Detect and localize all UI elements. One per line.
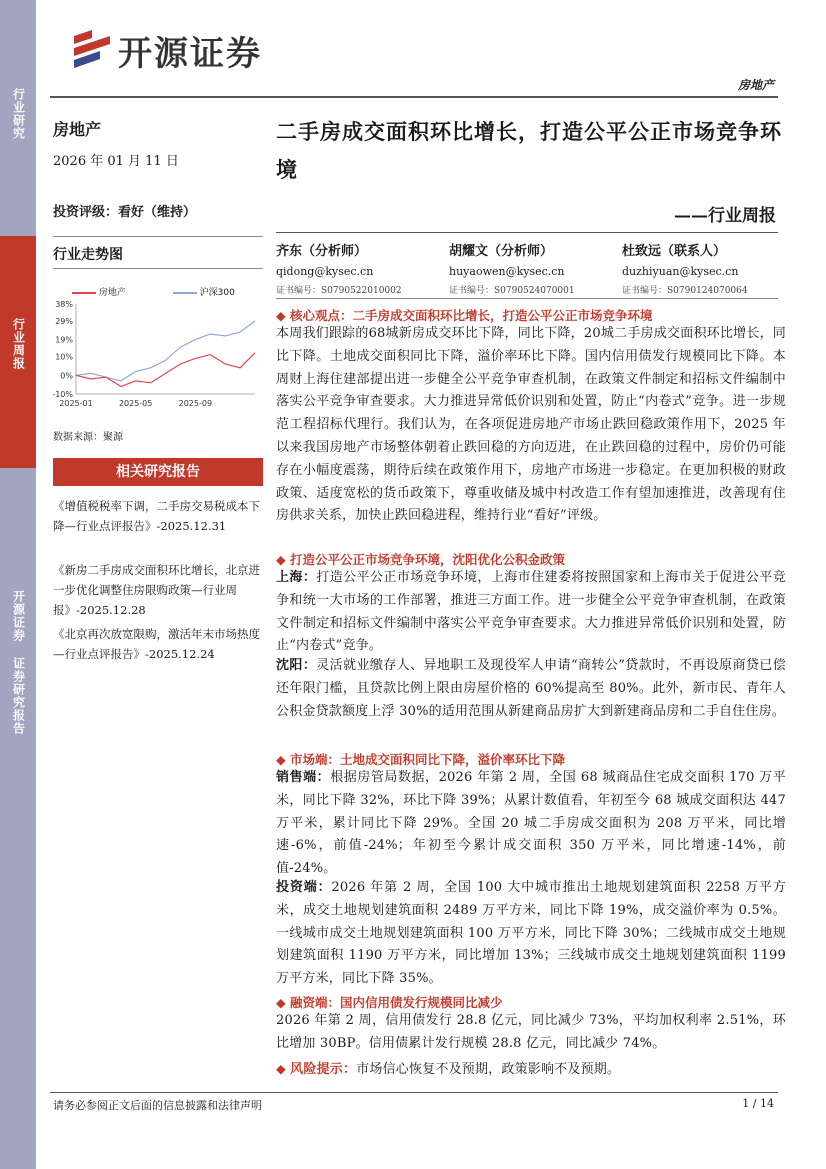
analyst-name: 杜致远（联系人） xyxy=(622,244,727,259)
side-label-research: 行业研究 xyxy=(11,88,26,140)
x-tick-label: 2025-05 xyxy=(118,399,153,408)
investment-rating: 投资评级：看好（维持） xyxy=(53,205,197,220)
analyst-block xyxy=(449,240,575,296)
diamond-bullet-icon: ◆ xyxy=(276,1061,286,1076)
footer-disclaimer[interactable]: 请务必参阅正文后面的信息披露和法律声明 xyxy=(53,1099,262,1112)
legend-swatch-realestate xyxy=(72,292,96,294)
related-report-item[interactable]: 《增值税税率下调，二手房交易税成本下降—行业点评报告》-2025.12.31 xyxy=(53,499,260,533)
side-strip-bottom xyxy=(0,468,36,1169)
brand-logo-icon xyxy=(70,26,114,70)
y-tick-label: 19% xyxy=(55,335,73,345)
analyst-name: 齐东（分析师） xyxy=(276,244,368,259)
legend-label: 沪深300 xyxy=(199,288,235,298)
analyst-email[interactable]: duzhiyuan@kysec.cn xyxy=(622,265,739,278)
analyst-name: 胡耀文（分析师） xyxy=(449,244,554,259)
section-paragraph: 销售端：根据房管局数据，2026 年第 2 周，全国 68 城商品住宅成交面积 170 万平米，同比下降 32%，环比下降 39%；从累计数值看，年初至今 68 城成交面积达 447 万平米，累计同比下降 29%。全国 20 城二手房成交面积为 208 万平米，同比增速-6%，前值-24%；年初至今累计成交面积 350 万平米，同比增速-14%，前值-24%。 xyxy=(276,770,786,877)
footer-rule xyxy=(50,1092,778,1093)
trend-chart-title: 行业走势图 xyxy=(53,247,123,263)
section-heading: ◆ 核心观点：二手房成交面积环比增长，打造公平公正市场竞争环境 xyxy=(276,308,653,323)
analyst-email[interactable]: huyaowen@kysec.cn xyxy=(449,265,565,278)
related-reports-header: 相关研究报告 xyxy=(53,458,263,486)
series-line xyxy=(76,353,255,387)
analyst-rule xyxy=(276,232,778,233)
side-label-brand: 开源证券 证券研究报告 xyxy=(11,590,26,735)
diamond-bullet-icon: ◆ xyxy=(276,995,286,1010)
analyst-block xyxy=(276,240,402,296)
chart-legend xyxy=(72,285,235,298)
section-paragraph: 上海：打造公平公正市场竞争环境，上海市住建委将按照国家和上海市关于促进公平竞争和统一大市场的工作部署，推进三方面工作。进一步健全公平竞争审查机制，在政策文件制定和招标文件编制中落实公平竞争审查要求。大力推进异常低价识别和处置，防止“内卷式”竞争。 xyxy=(276,570,786,654)
series-line xyxy=(76,321,255,381)
report-title: 二手房成交面积环比增长，打造公平公正市场竞争环境 xyxy=(276,119,782,182)
divider xyxy=(276,298,778,299)
header-rule xyxy=(50,96,778,98)
side-strip-top xyxy=(0,0,36,236)
section-paragraph: 本周我们跟踪的68城新房成交环比下降，同比下降，20城二手房成交面积环比增长，同比下降。土地成交面积同比下降，溢价率环比下降。国内信用债发行规模同比下降。本周财上海住建部提出进一步健全公平竞争审查机制，在政策文件制定和招标文件编制中落实公平竞争审查要求。大力推进异常低价识别和处置，防止“内卷式”竞争。进一步规范工程招标代理行。我们认为，在各项促进房地产市场止跌回稳政策作用下，2025 年以来我国房地产市场整体朝着止跌回稳的方向迈进，在止跌回稳的过程中，房价仍可能存在小幅度震荡，期待后续在政策作用下，房地产市场进一步稳定。在更加积极的财政政策、适度宽松的货币政策下，尊重收储及城中村改造工作有望加速推进，改善现有住房供求关系，加快止跌回稳进程，维持行业“看好”评级。 xyxy=(276,326,786,524)
report-subtitle: ——行业周报 xyxy=(674,206,776,226)
y-tick-label: 0% xyxy=(60,371,73,381)
risk-warning: ◆ 风险提示：市场信心恢复不及预期，政策影响不及预期。 xyxy=(276,1061,621,1077)
side-label-weekly: 行业周报 xyxy=(11,318,26,370)
section-paragraph: 投资端：2026 年第 2 周，全国 100 大中城市推出土地规划建筑面积 2258 万平方米，成交土地规划建筑面积 2489 万平方米，同比下降 19%，成交溢价率为 0.5%。一线城市成交土地规划建筑面积 100 万平方米，同比下降 30%；二线城市成交土地规划建筑面积 1190 万平方米，同比增加 13%；三线城市成交土地规划建筑面积 1199 万平方米，同比下降 35%。 xyxy=(276,880,786,987)
y-tick-label: 10% xyxy=(55,352,73,362)
section-heading: ◆ 打造公平公正市场竞争环境，沈阳优化公积金政策 xyxy=(276,552,565,567)
section-paragraph: 沈阳：灵活就业缴存人、异地职工及现役军人申请“商转公”贷款时，不再设原商贷已偿还年限门槛，且贷款比例上限由房屋价格的 60%提高至 80%。此外，新市民、青年人公积金贷款额度上浮 30%的适用范围从新建商品房扩大到新建商品房和二手自住住房。 xyxy=(276,658,786,719)
analyst-block xyxy=(622,240,748,296)
y-tick-label: 38% xyxy=(55,300,73,309)
diamond-bullet-icon: ◆ xyxy=(276,308,286,323)
page-number: 1 / 14 xyxy=(742,1097,774,1110)
divider xyxy=(53,236,263,237)
report-date: 2026 年 01 月 11 日 xyxy=(53,154,179,169)
header-sector: 房地产 xyxy=(737,78,774,92)
diamond-bullet-icon: ◆ xyxy=(276,552,286,567)
section-heading: ◆ 市场端：土地成交面积同比下降，溢价率环比下降 xyxy=(276,752,565,767)
section-heading: ◆ 融资端：国内信用债发行规模同比减少 xyxy=(276,995,503,1010)
sector-label: 房地产 xyxy=(53,120,102,139)
data-source: 数据来源：聚源 xyxy=(53,432,123,443)
analyst-cert: 证书编号：S0790124070064 xyxy=(622,286,748,296)
side-strip-mid xyxy=(0,236,36,468)
brand-name: 开源证券 xyxy=(118,34,262,74)
related-report-item[interactable]: 《北京再次放宽限购，激活年末市场热度—行业点评报告》-2025.12.24 xyxy=(53,627,260,661)
analyst-cert: 证书编号：S0790522010002 xyxy=(276,286,402,296)
related-report-item[interactable]: 《新房二手房成交面积环比增长，北京进一步优化调整住房限购政策—行业周报》-2025.12.28 xyxy=(53,563,260,617)
analyst-cert: 证书编号：S0790524070001 xyxy=(449,286,575,296)
section-paragraph: 2026 年第 2 周，信用债发行 28.8 亿元，同比减少 73%，平均加权利率 2.51%，环比增加 30BP。信用债累计发行规模 28.8 亿元，同比减少 74%。 xyxy=(276,1013,786,1051)
x-tick-label: 2025-09 xyxy=(178,399,213,408)
legend-label: 房地产 xyxy=(98,288,126,298)
x-tick-label: 2025-01 xyxy=(59,399,93,408)
diamond-bullet-icon: ◆ xyxy=(276,752,286,767)
analyst-email[interactable]: qidong@kysec.cn xyxy=(276,265,374,278)
y-tick-label: -10% xyxy=(52,390,73,399)
y-tick-label: 29% xyxy=(55,316,73,326)
divider xyxy=(53,268,263,269)
trend-chart xyxy=(50,298,260,416)
legend-swatch-hs300 xyxy=(173,292,197,294)
